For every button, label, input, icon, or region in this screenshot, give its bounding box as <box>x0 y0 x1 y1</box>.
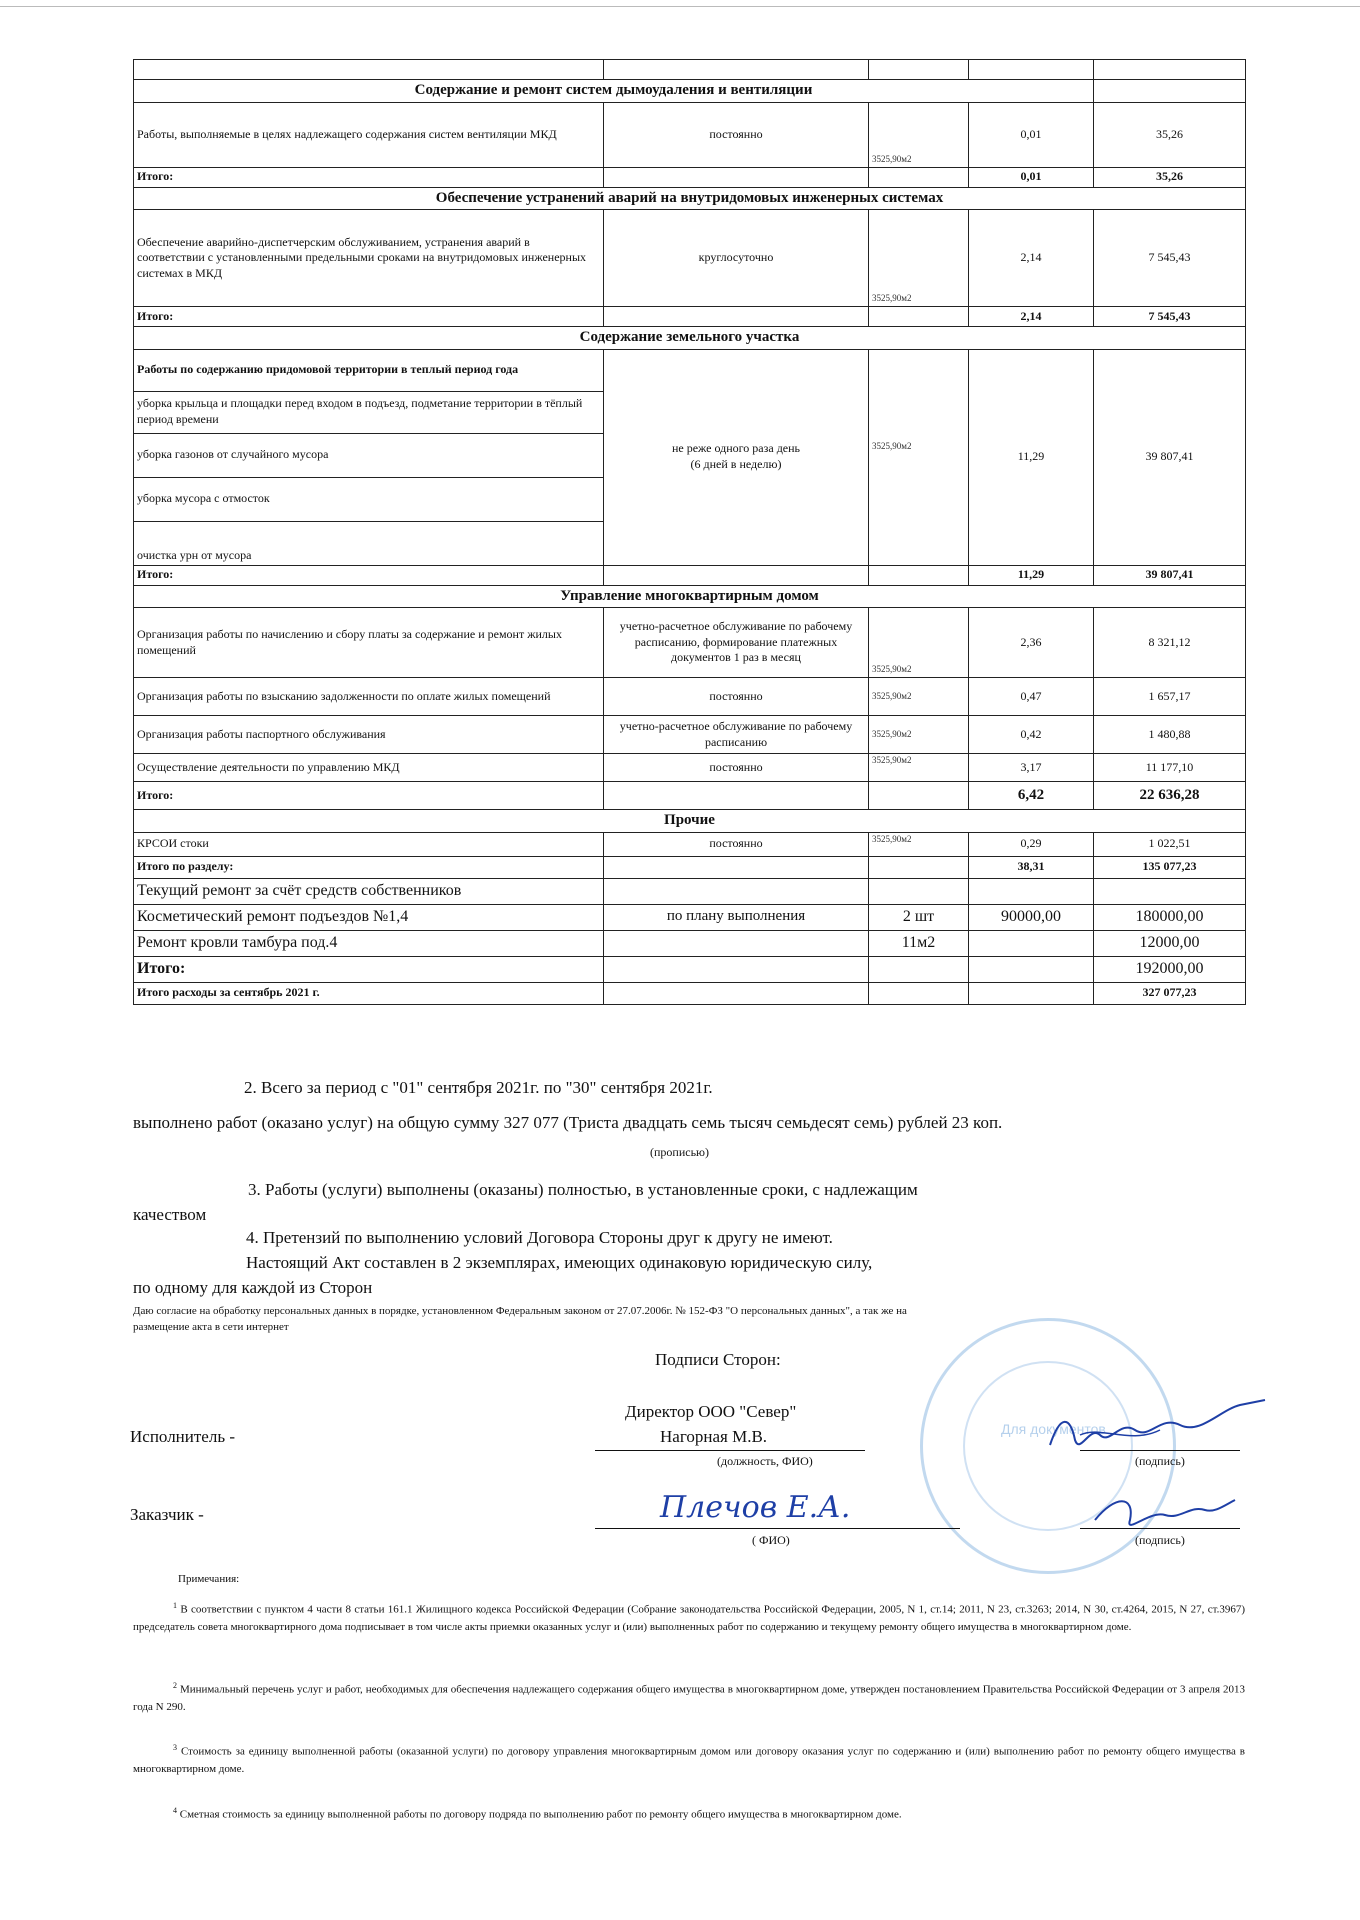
work-area: 3525,90м2 <box>869 678 969 716</box>
customer-hint: ( ФИО) <box>752 1533 790 1547</box>
table-row <box>134 678 1246 716</box>
total-rate: 0,01 <box>969 167 1094 187</box>
table-row <box>134 349 1246 391</box>
work-sum: 8 321,12 <box>1094 608 1246 678</box>
grand-total-row <box>134 982 1246 1004</box>
note-4-marker: 4 <box>173 1806 177 1815</box>
repair-period <box>604 930 869 956</box>
total-row <box>134 782 1246 810</box>
land-work-name: Работы по содержанию придомовой территории в теплый период года <box>134 349 604 391</box>
table-row <box>134 832 1246 856</box>
note-3-marker: 3 <box>173 1743 177 1752</box>
repair-price <box>969 930 1094 956</box>
repair-name: Ремонт кровли тамбура под.4 <box>134 930 604 956</box>
work-name: Организация работы по взысканию задолженности по оплате жилых помещений <box>134 678 604 716</box>
section-title-emergency: Обеспечение устранений аварий на внутридомовых инженерных системах <box>134 187 1246 210</box>
total-rate: 11,29 <box>969 565 1094 585</box>
repair-price: 90000,00 <box>969 904 1094 930</box>
customer-signature-icon <box>1090 1490 1240 1535</box>
repair-qty: 11м2 <box>869 930 969 956</box>
work-period: учетно-расчетное обслуживание по рабочему расписанию <box>604 716 869 754</box>
executor-hint: (должность, ФИО) <box>717 1454 813 1468</box>
customer-name-line <box>595 1528 960 1529</box>
work-period: постоянно <box>604 678 869 716</box>
customer-sign-hint: (подпись) <box>1135 1533 1185 1547</box>
note-1 <box>133 1600 1245 1637</box>
work-name: Организация работы паспортного обслуживания <box>134 716 604 754</box>
table-row <box>134 930 1246 956</box>
note-2-marker: 2 <box>173 1681 177 1690</box>
section-row <box>134 585 1246 608</box>
land-work-name: уборка газонов от случайного мусора <box>134 433 604 477</box>
total-row <box>134 565 1246 585</box>
work-rate: 0,29 <box>969 832 1094 856</box>
total-sum: 7 545,43 <box>1094 307 1246 327</box>
executor-sign-hint: (подпись) <box>1135 1454 1185 1468</box>
work-name: КРСОИ стоки <box>134 832 604 856</box>
total-label: Итого: <box>134 167 604 187</box>
total-sum: 135 077,23 <box>1094 856 1246 878</box>
repair-name: Косметический ремонт подъездов №1,4 <box>134 904 604 930</box>
customer-label: Заказчик - <box>130 1505 204 1524</box>
work-rate: 3,17 <box>969 754 1094 782</box>
total-row <box>134 956 1246 982</box>
work-area: 3525,90м2 <box>869 608 969 678</box>
section-title-management: Управление многоквартирным домом <box>134 585 1246 608</box>
note-3 <box>133 1742 1245 1779</box>
total-sum: 35,26 <box>1094 167 1246 187</box>
work-area: 3525,90м2 <box>869 716 969 754</box>
paragraph-5-line2: по одному для каждой из Сторон <box>133 1278 373 1297</box>
total-rate: 6,42 <box>969 782 1094 810</box>
table-row <box>134 754 1246 782</box>
section-row <box>134 327 1246 350</box>
work-rate: 0,42 <box>969 716 1094 754</box>
note-3-text: Стоимость за единицу выполненной работы (оказанной услуги) по договору управления многоквартирным домом или договору оказания услуг по содержанию и (или) выполнению работ по ремонту общего имущества в многоквартирном доме. <box>133 1745 1245 1776</box>
land-area <box>869 349 969 565</box>
stamp-text: Для документов <box>1001 1421 1106 1437</box>
land-area-text: 3525,90м2 <box>872 440 912 451</box>
work-rate: 0,01 <box>969 102 1094 167</box>
work-rate: 0,47 <box>969 678 1094 716</box>
work-name: Осуществление деятельности по управлению МКД <box>134 754 604 782</box>
section-row <box>134 80 1246 103</box>
table-row <box>134 716 1246 754</box>
section-row <box>134 810 1246 833</box>
section-title-smoke: Содержание и ремонт систем дымоудаления и вентиляции <box>134 80 1094 103</box>
executor-label: Исполнитель - <box>130 1427 235 1446</box>
work-sum: 11 177,10 <box>1094 754 1246 782</box>
section-title-other: Прочие <box>134 810 1246 833</box>
total-sum: 22 636,28 <box>1094 782 1246 810</box>
total-row <box>134 167 1246 187</box>
note-4-text: Сметная стоимость за единицу выполненной работы по договору подряда по выполнению работ по ремонту общего имущества в многоквартирном доме. <box>179 1808 902 1821</box>
work-sum: 1 022,51 <box>1094 832 1246 856</box>
land-period-text: не реже одного раза день (6 дней в неделю) <box>671 441 801 471</box>
notes-title: Примечания: <box>178 1573 240 1585</box>
land-sum: 39 807,41 <box>1094 349 1246 565</box>
work-sum: 1 480,88 <box>1094 716 1246 754</box>
table-row <box>134 210 1246 307</box>
paragraph-5-line1: Настоящий Акт составлен в 2 экземплярах, имеющих одинаковую юридическую силу, <box>246 1253 873 1272</box>
note-1-text: В соответствии с пунктом 4 части 8 статьи 161.1 Жилищного кодекса Российской Федерации (Собрание законодательства Российской Федерации, 2005, N 1, ст.14; 2011, N 23, ст.3263; 2014, N 30, ст.4264, 2015, N 27, ст.3967) председатель совета многоквартирного дома подписывает в том числе акты приемки оказанных услуг и (или) выполненных работ по содержанию и текущему ремонту общего имущества в многоквартирном доме. <box>133 1603 1246 1634</box>
repair-sum: 180000,00 <box>1094 904 1246 930</box>
land-rate: 11,29 <box>969 349 1094 565</box>
executor-position-line <box>595 1450 865 1451</box>
total-label: Итого: <box>134 782 604 810</box>
work-area: 3525,90м2 <box>869 754 969 782</box>
consent-line1: Даю согласие на обработку персональных данных в порядке, установленном Федеральным законом от 27.07.2006г. № 152-ФЗ "О персональных данных", а так же на <box>133 1305 907 1317</box>
total-rate: 38,31 <box>969 856 1094 878</box>
note-4 <box>133 1805 1245 1824</box>
work-sum: 7 545,43 <box>1094 210 1246 307</box>
paragraph-2-line1: 2. Всего за период с "01" сентября 2021г. по "30" сентября 2021г. <box>244 1078 713 1097</box>
total-label: Итого: <box>134 956 604 982</box>
paragraph-3-line1: 3. Работы (услуги) выполнены (оказаны) полностью, в установленные сроки, с надлежащим <box>248 1180 918 1199</box>
work-period: постоянно <box>604 832 869 856</box>
note-2-text: Минимальный перечень услуг и работ, необходимых для обеспечения надлежащего содержания общего имущества в многоквартирном доме, утвержден постановлением Правительства Российской Федерации от 3 апреля 2013 года N 290. <box>133 1683 1246 1714</box>
work-name: Организация работы по начислению и сбору платы за содержание и ремонт жилых помещений <box>134 608 604 678</box>
table-row <box>134 878 1246 904</box>
total-sum: 39 807,41 <box>1094 565 1246 585</box>
work-rate: 2,36 <box>969 608 1094 678</box>
paragraph-2-line2: выполнено работ (оказано услуг) на общую сумму 327 077 (Триста двадцать семь тысяч семьдесят семь) рублей 23 коп. <box>133 1113 1003 1132</box>
total-label: Итого: <box>134 307 604 327</box>
works-table <box>133 59 1246 1005</box>
note-2 <box>133 1680 1245 1717</box>
total-sum: 192000,00 <box>1094 956 1246 982</box>
paragraph-3-line2: качеством <box>133 1205 207 1224</box>
total-label: Итого: <box>134 565 604 585</box>
executor-name: Нагорная М.В. <box>660 1427 768 1446</box>
total-row <box>134 856 1246 878</box>
repair-qty: 2 шт <box>869 904 969 930</box>
work-area: 3525,90м2 <box>869 102 969 167</box>
consent-line2: размещение акта в сети интернет <box>133 1321 289 1333</box>
signatures-title: Подписи Сторон: <box>655 1350 781 1369</box>
grand-total-sum: 327 077,23 <box>1094 982 1246 1004</box>
executor-signature-icon <box>1040 1395 1270 1465</box>
work-period: круглосуточно <box>604 210 869 307</box>
land-work-name: уборка крыльца и площадки перед входом в подъезд, подметание территории в тёплый период времени <box>134 391 604 433</box>
scan-edge-line <box>0 6 1360 7</box>
executor-position: Директор ООО "Север" <box>625 1402 797 1421</box>
customer-handwritten-name: Плечов Е.А. <box>660 1490 851 1525</box>
work-name: Работы, выполняемые в целях надлежащего содержания систем вентиляции МКД <box>134 102 604 167</box>
repair-sum: 12000,00 <box>1094 930 1246 956</box>
total-label: Итого по разделу: <box>134 856 604 878</box>
written-hint: (прописью) <box>650 1145 710 1159</box>
work-name: Обеспечение аварийно-диспетчерским обслуживанием, устранения аварий в соответствии с установленными предельными сроками на внутридомовых инженерных системах в МКД <box>134 210 604 307</box>
land-work-name: уборка мусора с отмосток <box>134 477 604 521</box>
note-1-marker: 1 <box>173 1601 177 1610</box>
table-row <box>134 608 1246 678</box>
grand-total-label: Итого расходы за сентябрь 2021 г. <box>134 982 604 1004</box>
table-row <box>134 102 1246 167</box>
total-rate: 2,14 <box>969 307 1094 327</box>
work-period: учетно-расчетное обслуживание по рабочему расписанию, формирование платежных документов 1 раз в месяц <box>604 608 869 678</box>
land-work-name: очистка урн от мусора <box>134 521 604 565</box>
paragraph-4: 4. Претензий по выполнению условий Договора Стороны друг к другу не имеют. <box>246 1228 833 1247</box>
work-sum: 35,26 <box>1094 102 1246 167</box>
total-row <box>134 307 1246 327</box>
section-title-land: Содержание земельного участка <box>134 327 1246 350</box>
current-repair-header: Текущий ремонт за счёт средств собственников <box>134 878 604 904</box>
work-area: 3525,90м2 <box>869 210 969 307</box>
work-rate: 2,14 <box>969 210 1094 307</box>
work-period: постоянно <box>604 102 869 167</box>
table-row <box>134 60 1246 80</box>
work-area: 3525,90м2 <box>869 832 969 856</box>
section-row <box>134 187 1246 210</box>
land-period <box>604 349 869 565</box>
table-row <box>134 904 1246 930</box>
work-period: постоянно <box>604 754 869 782</box>
repair-period: по плану выполнения <box>604 904 869 930</box>
work-sum: 1 657,17 <box>1094 678 1246 716</box>
